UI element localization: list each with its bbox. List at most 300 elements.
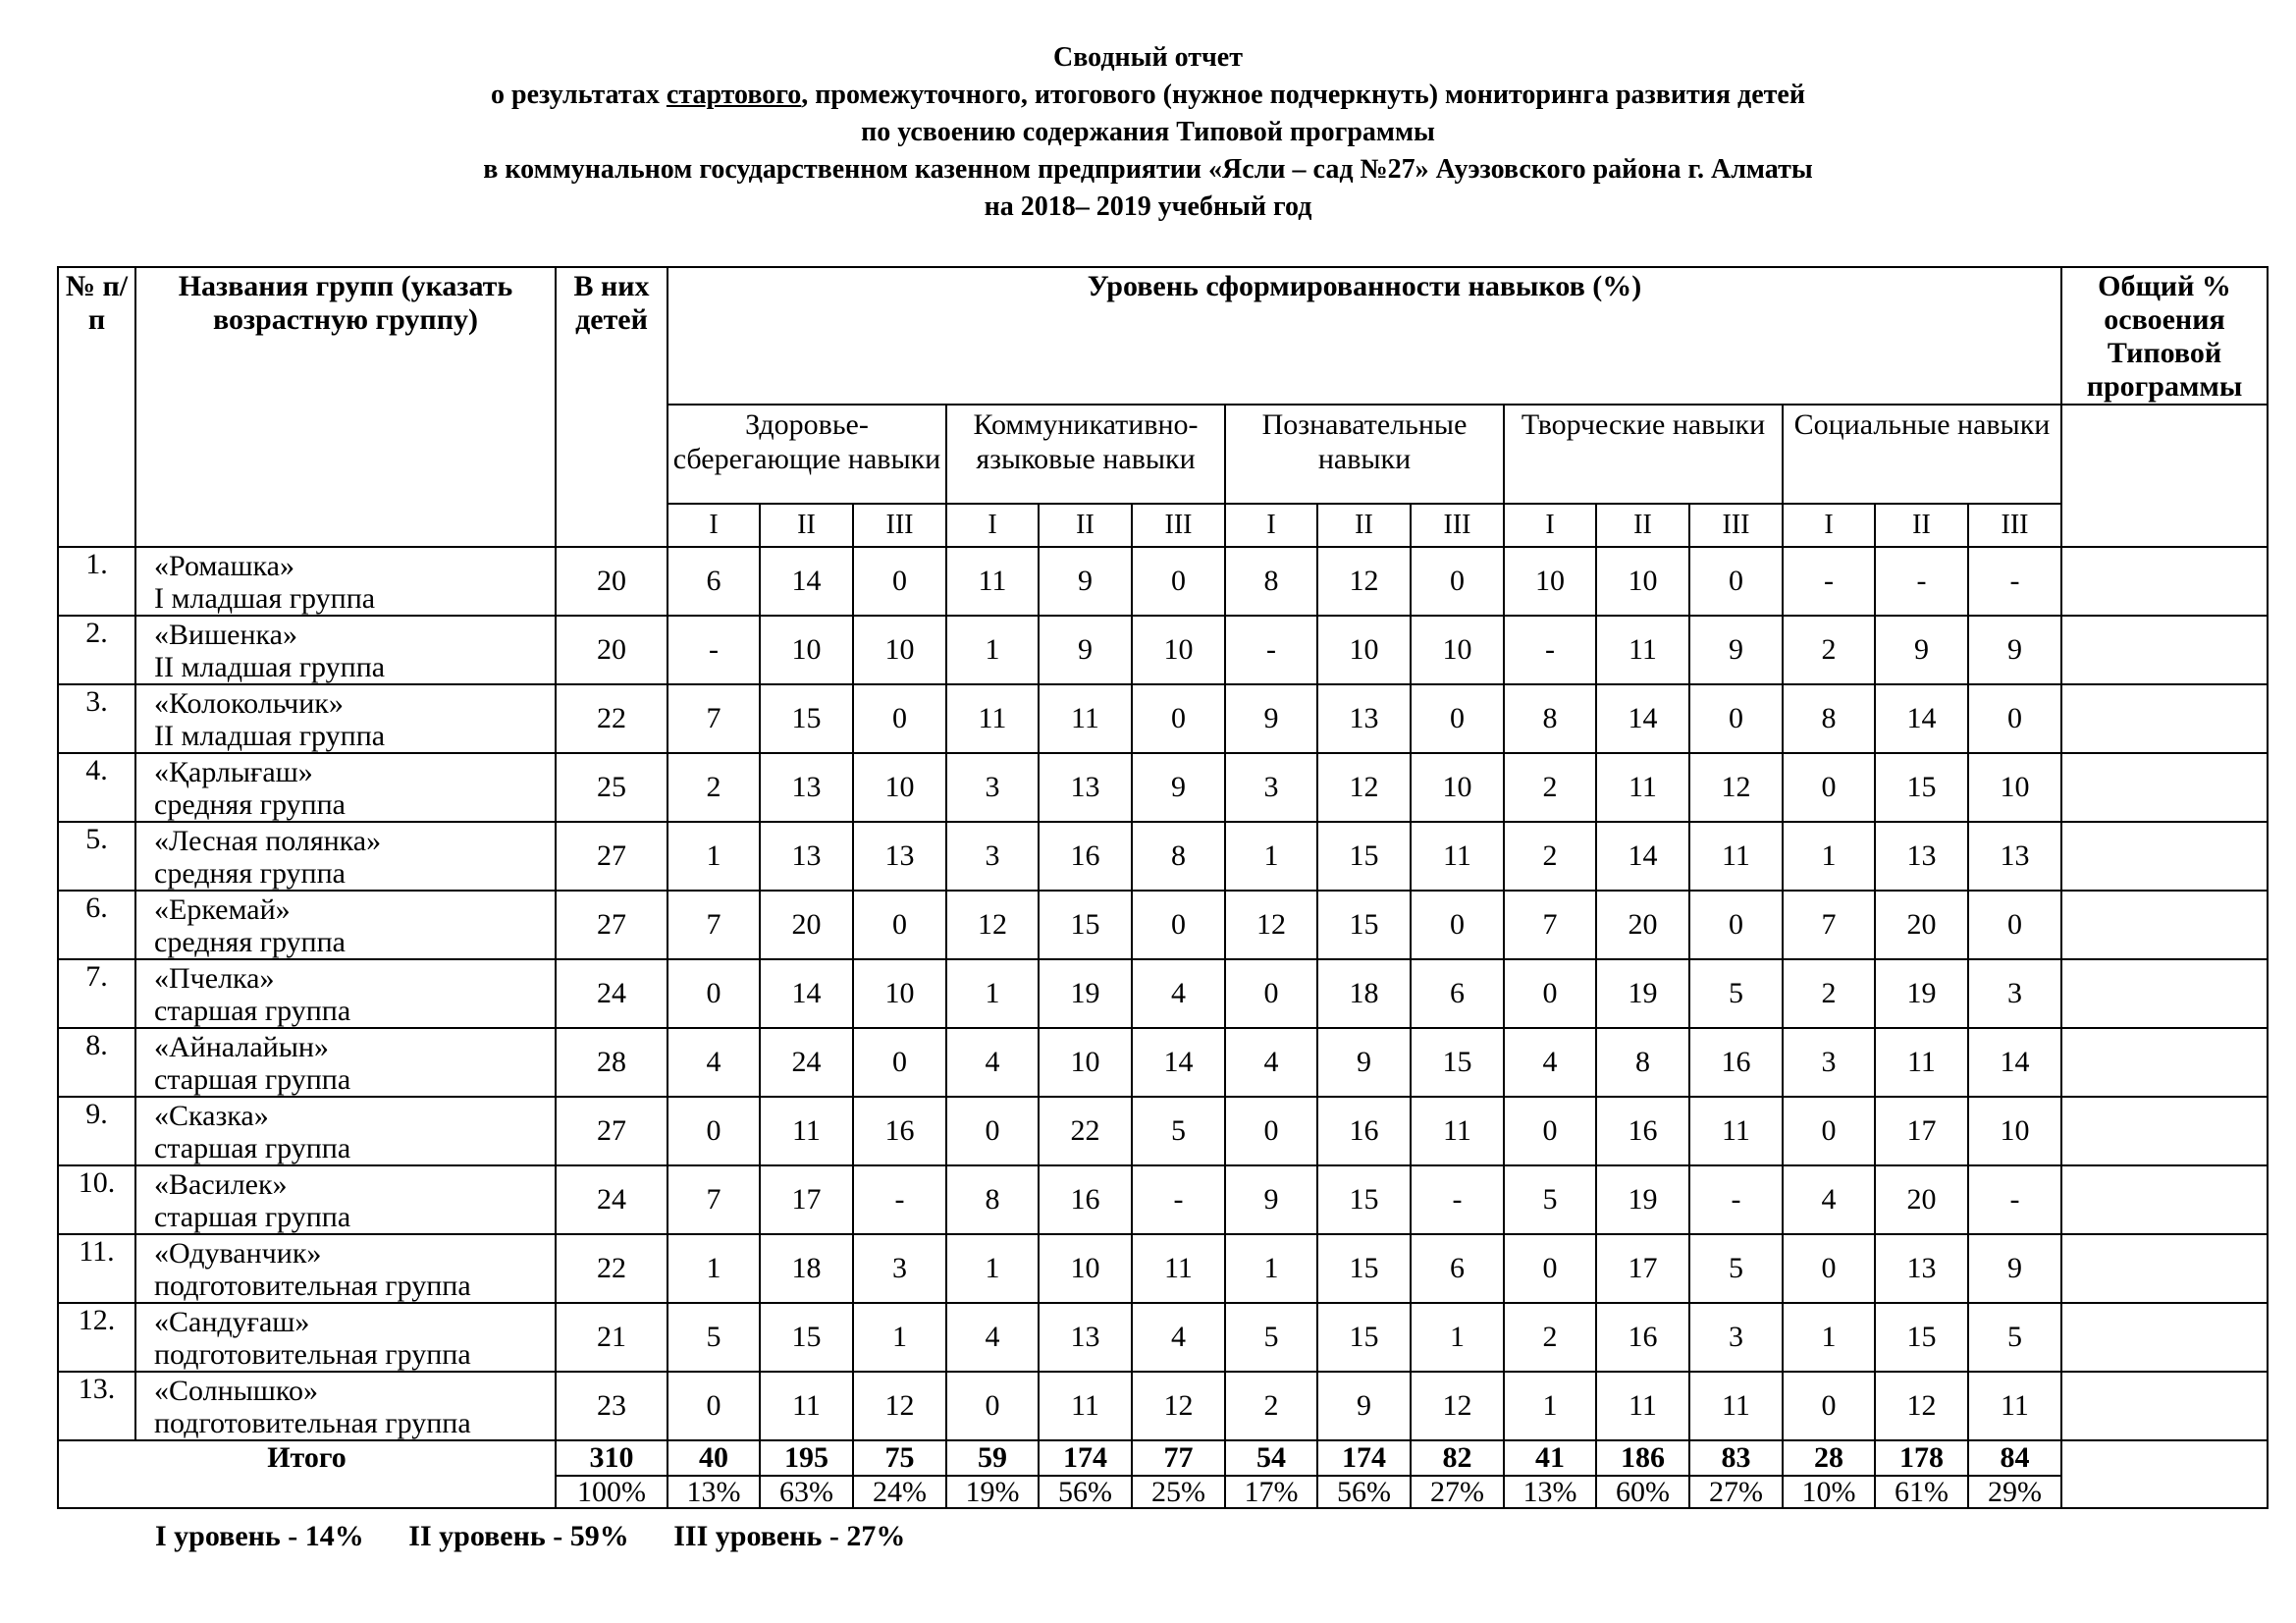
- skill-value: 7: [1504, 891, 1596, 959]
- skill-value: 15: [1317, 1234, 1411, 1303]
- skill-value: 10: [1317, 616, 1411, 684]
- skill-value: 12: [946, 891, 1039, 959]
- skill-value: 4: [1783, 1165, 1875, 1234]
- skill-value: -: [1968, 1165, 2061, 1234]
- skill-value: 0: [1132, 891, 1225, 959]
- skill-value: 11: [1039, 684, 1132, 753]
- level-header: II: [760, 504, 853, 547]
- row-number: 5.: [58, 822, 135, 891]
- group-name: «Колокольчик»: [154, 687, 344, 720]
- total-percent-blank: [2061, 1440, 2268, 1508]
- age-group: средняя группа: [154, 926, 346, 958]
- total-value: 174: [1039, 1440, 1132, 1476]
- skill-value: 0: [1411, 891, 1504, 959]
- skill-value: 0: [1411, 547, 1504, 616]
- skill-value: 11: [946, 684, 1039, 753]
- skill-value: -: [1504, 616, 1596, 684]
- skill-value: 11: [946, 547, 1039, 616]
- table-row: [58, 684, 2268, 753]
- total-percent: 56%: [1039, 1476, 1132, 1508]
- skill-value: 0: [667, 1372, 760, 1440]
- table-row: [58, 1028, 2268, 1097]
- skill-value: 1: [946, 1234, 1039, 1303]
- total-value: 174: [1317, 1440, 1411, 1476]
- underlined-word: стартового: [666, 80, 802, 110]
- skill-value: 15: [760, 684, 853, 753]
- total-value: 195: [760, 1440, 853, 1476]
- skill-value: 1: [946, 616, 1039, 684]
- skill-value: 0: [1504, 1234, 1596, 1303]
- skill-value: 1: [1411, 1303, 1504, 1372]
- skill-value: 1: [853, 1303, 946, 1372]
- skill-value: 10: [1504, 547, 1596, 616]
- table-row: [58, 1097, 2268, 1165]
- skill-value: 4: [1132, 1303, 1225, 1372]
- skill-value: 4: [667, 1028, 760, 1097]
- children-count: 21: [556, 1303, 667, 1372]
- group-name: «Василек»: [154, 1168, 288, 1201]
- row-number: 6.: [58, 891, 135, 959]
- skill-value: 18: [1317, 959, 1411, 1028]
- total-percent: 56%: [1317, 1476, 1411, 1508]
- group-name: «Вишенка»: [154, 619, 297, 651]
- children-count: 27: [556, 1097, 667, 1165]
- skill-value: 8: [1596, 1028, 1689, 1097]
- skill-value: 20: [1596, 891, 1689, 959]
- skill-value: -: [667, 616, 760, 684]
- skill-value: 11: [1968, 1372, 2061, 1440]
- age-group: средняя группа: [154, 857, 346, 890]
- report-title: Сводный отчет: [1053, 42, 1243, 73]
- skill-value: 10: [853, 753, 946, 822]
- group-name: «Сказка»: [154, 1100, 269, 1132]
- total-percent: 61%: [1875, 1476, 1968, 1508]
- level-header: III: [1689, 504, 1783, 547]
- skill-value: 13: [1875, 1234, 1968, 1303]
- total-percent-cell: [2061, 1165, 2268, 1234]
- total-percent-cell: [2061, 822, 2268, 891]
- skill-value: 11: [1689, 1372, 1783, 1440]
- area-social: Социальные навыки: [1783, 405, 2061, 504]
- group-name: «Қарлығаш»: [154, 756, 313, 788]
- group-name-cell: [135, 1028, 556, 1097]
- row-number: 13.: [58, 1372, 135, 1440]
- skill-value: 5: [1689, 1234, 1783, 1303]
- skill-value: 16: [1039, 1165, 1132, 1234]
- group-name-cell: [135, 822, 556, 891]
- skill-value: 11: [1875, 1028, 1968, 1097]
- total-percent-cell: [2061, 1097, 2268, 1165]
- skill-value: 15: [1875, 1303, 1968, 1372]
- skill-value: 11: [1132, 1234, 1225, 1303]
- skill-value: -: [1875, 547, 1968, 616]
- level-header: III: [1411, 504, 1504, 547]
- skill-value: 15: [1317, 822, 1411, 891]
- children-count: 24: [556, 959, 667, 1028]
- group-name-cell: [135, 547, 556, 616]
- total-percent-cell: [2061, 547, 2268, 616]
- skill-value: 13: [760, 822, 853, 891]
- skill-value: 0: [946, 1097, 1039, 1165]
- skill-value: 16: [853, 1097, 946, 1165]
- row-number: 8.: [58, 1028, 135, 1097]
- skill-value: 1: [1783, 1303, 1875, 1372]
- skill-value: 5: [1132, 1097, 1225, 1165]
- total-value: 54: [1225, 1440, 1317, 1476]
- total-percent: 19%: [946, 1476, 1039, 1508]
- totals-row: [58, 1440, 2268, 1476]
- header-num: № п/п: [58, 267, 135, 547]
- summary-level-3: III уровень - 27%: [673, 1520, 906, 1552]
- skill-value: 10: [1039, 1028, 1132, 1097]
- skill-value: 0: [1968, 891, 2061, 959]
- skill-value: 2: [1504, 822, 1596, 891]
- skill-value: 13: [1317, 684, 1411, 753]
- skill-value: 8: [1132, 822, 1225, 891]
- report-subtitle-line-3: по усвоению содержания Типовой программы: [861, 117, 1435, 147]
- header-children: В них детей: [556, 267, 667, 547]
- skill-value: 3: [1783, 1028, 1875, 1097]
- skill-value: 9: [1225, 684, 1317, 753]
- skill-value: 0: [1132, 547, 1225, 616]
- skill-value: 6: [1411, 959, 1504, 1028]
- children-count: 24: [556, 1165, 667, 1234]
- skill-value: 3: [946, 822, 1039, 891]
- skill-value: 3: [853, 1234, 946, 1303]
- children-count: 22: [556, 1234, 667, 1303]
- skill-value: 0: [853, 891, 946, 959]
- skill-value: 13: [1875, 822, 1968, 891]
- area-health: Здоровье-сберегающие навыки: [667, 405, 946, 504]
- total-value: 82: [1411, 1440, 1504, 1476]
- group-name-cell: [135, 891, 556, 959]
- age-group: подготовительная группа: [154, 1407, 471, 1439]
- skill-value: 9: [1689, 616, 1783, 684]
- skill-value: 5: [1689, 959, 1783, 1028]
- table-row: [58, 1303, 2268, 1372]
- skill-value: -: [1225, 616, 1317, 684]
- skill-value: 15: [1039, 891, 1132, 959]
- skill-value: 3: [1968, 959, 2061, 1028]
- total-value: 83: [1689, 1440, 1783, 1476]
- skill-value: 8: [1783, 684, 1875, 753]
- skill-value: 0: [667, 959, 760, 1028]
- skill-value: 17: [1596, 1234, 1689, 1303]
- group-name-cell: [135, 1372, 556, 1440]
- skill-value: 9: [1132, 753, 1225, 822]
- total-percent-empty: [2061, 405, 2268, 547]
- skill-value: 10: [1968, 1097, 2061, 1165]
- row-number: 1.: [58, 547, 135, 616]
- age-group: старшая группа: [154, 1201, 351, 1233]
- level-header: II: [1317, 504, 1411, 547]
- skill-value: 10: [1596, 547, 1689, 616]
- skill-value: 10: [1411, 616, 1504, 684]
- row-number: 2.: [58, 616, 135, 684]
- age-group: старшая группа: [154, 1063, 351, 1096]
- group-name: «Сандуғаш»: [154, 1306, 310, 1338]
- level-header: II: [1596, 504, 1689, 547]
- area-creative: Творческие навыки: [1504, 405, 1783, 504]
- skill-value: -: [1689, 1165, 1783, 1234]
- report-year: на 2018– 2019 учебный год: [984, 191, 1312, 222]
- report-subtitle-line-4: в коммунальном государственном казенном предприятии «Ясли – сад №27» Ауэзовского района г. Алматы: [483, 154, 1813, 185]
- skill-value: 11: [1596, 753, 1689, 822]
- header-skill-level: Уровень сформированности навыков (%): [667, 267, 2061, 405]
- skill-value: 9: [1317, 1372, 1411, 1440]
- total-percent-cell: [2061, 1234, 2268, 1303]
- group-name-cell: [135, 959, 556, 1028]
- summary-level-2: II уровень - 59%: [408, 1520, 629, 1552]
- skill-value: 4: [1225, 1028, 1317, 1097]
- skill-value: 9: [1039, 547, 1132, 616]
- total-children-percent: 100%: [556, 1476, 667, 1508]
- level-header: I: [1225, 504, 1317, 547]
- age-group: подготовительная группа: [154, 1270, 471, 1302]
- group-name-cell: [135, 684, 556, 753]
- skill-value: 24: [760, 1028, 853, 1097]
- total-value: 28: [1783, 1440, 1875, 1476]
- skill-value: 7: [1783, 891, 1875, 959]
- group-name-cell: [135, 1165, 556, 1234]
- skill-value: 6: [1411, 1234, 1504, 1303]
- skill-value: 16: [1596, 1303, 1689, 1372]
- skill-value: 13: [853, 822, 946, 891]
- skill-value: 4: [1504, 1028, 1596, 1097]
- skill-value: 11: [1596, 616, 1689, 684]
- skill-value: 5: [1504, 1165, 1596, 1234]
- skill-value: 12: [1225, 891, 1317, 959]
- level-header: III: [853, 504, 946, 547]
- skill-value: 0: [1783, 1097, 1875, 1165]
- skill-value: 15: [760, 1303, 853, 1372]
- row-number: 3.: [58, 684, 135, 753]
- skill-value: -: [1968, 547, 2061, 616]
- skill-value: 0: [853, 1028, 946, 1097]
- skill-value: 0: [1504, 959, 1596, 1028]
- totals-label: Итого: [58, 1440, 556, 1508]
- skill-value: 15: [1317, 1165, 1411, 1234]
- age-group: средняя группа: [154, 788, 346, 821]
- skill-value: 0: [1689, 891, 1783, 959]
- skill-value: 0: [1504, 1097, 1596, 1165]
- area-communication: Коммуникативно-языковые навыки: [946, 405, 1225, 504]
- skill-value: 10: [1039, 1234, 1132, 1303]
- table-row: [58, 822, 2268, 891]
- skill-value: 2: [1783, 616, 1875, 684]
- skill-value: 1: [667, 1234, 760, 1303]
- group-name-cell: [135, 1097, 556, 1165]
- total-percent-cell: [2061, 753, 2268, 822]
- skill-value: 0: [1411, 684, 1504, 753]
- total-percent: 29%: [1968, 1476, 2061, 1508]
- skill-value: 13: [1039, 753, 1132, 822]
- skill-value: 0: [1783, 753, 1875, 822]
- skill-value: 11: [1411, 822, 1504, 891]
- skill-value: 9: [1225, 1165, 1317, 1234]
- skill-value: 4: [946, 1303, 1039, 1372]
- row-number: 9.: [58, 1097, 135, 1165]
- skill-value: 15: [1317, 1303, 1411, 1372]
- skill-value: 16: [1317, 1097, 1411, 1165]
- total-percent-cell: [2061, 891, 2268, 959]
- skill-value: 9: [1039, 616, 1132, 684]
- skill-value: 11: [1689, 822, 1783, 891]
- skill-value: 0: [1132, 684, 1225, 753]
- row-number: 4.: [58, 753, 135, 822]
- skill-value: 6: [667, 547, 760, 616]
- total-percent-cell: [2061, 1372, 2268, 1440]
- skill-value: 0: [1689, 547, 1783, 616]
- skill-value: 19: [1039, 959, 1132, 1028]
- skill-value: 0: [1225, 1097, 1317, 1165]
- children-count: 27: [556, 822, 667, 891]
- total-percent: 27%: [1689, 1476, 1783, 1508]
- row-number: 12.: [58, 1303, 135, 1372]
- level-header: III: [1968, 504, 2061, 547]
- skill-value: 2: [1504, 753, 1596, 822]
- group-name: «Айналайын»: [154, 1031, 329, 1063]
- group-name: «Одуванчик»: [154, 1237, 322, 1270]
- total-percent: 24%: [853, 1476, 946, 1508]
- skill-value: 14: [1132, 1028, 1225, 1097]
- skill-value: 1: [1504, 1372, 1596, 1440]
- total-percent: 13%: [1504, 1476, 1596, 1508]
- row-number: 11.: [58, 1234, 135, 1303]
- skill-value: -: [1132, 1165, 1225, 1234]
- total-percent: 27%: [1411, 1476, 1504, 1508]
- level-header: I: [1504, 504, 1596, 547]
- skill-value: 15: [1411, 1028, 1504, 1097]
- skill-value: 19: [1875, 959, 1968, 1028]
- age-group: старшая группа: [154, 995, 351, 1027]
- skill-value: 19: [1596, 959, 1689, 1028]
- skill-value: 14: [1596, 822, 1689, 891]
- skill-value: 0: [1968, 684, 2061, 753]
- table-row: [58, 1234, 2268, 1303]
- skill-value: 14: [760, 959, 853, 1028]
- table-row: [58, 547, 2268, 616]
- skill-value: 1: [946, 959, 1039, 1028]
- area-cognitive: Познавательные навыки: [1225, 405, 1504, 504]
- skill-value: 20: [1875, 891, 1968, 959]
- table-row: [58, 891, 2268, 959]
- skill-value: 7: [667, 684, 760, 753]
- skill-value: 17: [1875, 1097, 1968, 1165]
- skill-value: 13: [1039, 1303, 1132, 1372]
- group-name: «Солнышко»: [154, 1375, 318, 1407]
- total-percent: 60%: [1596, 1476, 1689, 1508]
- skill-value: 12: [1132, 1372, 1225, 1440]
- skill-value: 1: [1783, 822, 1875, 891]
- skill-value: 14: [1968, 1028, 2061, 1097]
- group-name: «Пчелка»: [154, 962, 275, 995]
- skill-value: 11: [1689, 1097, 1783, 1165]
- total-percent-cell: [2061, 959, 2268, 1028]
- skill-value: 12: [1875, 1372, 1968, 1440]
- level-header: I: [1783, 504, 1875, 547]
- skill-value: 5: [667, 1303, 760, 1372]
- skill-value: 2: [1783, 959, 1875, 1028]
- skill-value: 10: [1132, 616, 1225, 684]
- skill-value: 14: [760, 547, 853, 616]
- skill-value: -: [853, 1165, 946, 1234]
- level-header: I: [667, 504, 760, 547]
- skill-value: 0: [1689, 684, 1783, 753]
- total-children: 310: [556, 1440, 667, 1476]
- level-header: III: [1132, 504, 1225, 547]
- skill-value: 9: [1968, 1234, 2061, 1303]
- skill-value: 16: [1039, 822, 1132, 891]
- table-row: [58, 753, 2268, 822]
- skill-value: 3: [1689, 1303, 1783, 1372]
- skill-value: 3: [946, 753, 1039, 822]
- skill-value: 12: [1689, 753, 1783, 822]
- skill-value: 10: [853, 616, 946, 684]
- skill-value: 1: [667, 822, 760, 891]
- skill-value: 22: [1039, 1097, 1132, 1165]
- group-name: «Еркемай»: [154, 893, 291, 926]
- skill-value: 9: [1968, 616, 2061, 684]
- skill-value: 9: [1317, 1028, 1411, 1097]
- skill-value: 10: [853, 959, 946, 1028]
- skill-value: 19: [1596, 1165, 1689, 1234]
- level-summary: [155, 1520, 942, 1553]
- table-row: [58, 616, 2268, 684]
- total-percent: 25%: [1132, 1476, 1225, 1508]
- children-count: 22: [556, 684, 667, 753]
- skill-value: 14: [1875, 684, 1968, 753]
- age-group: подготовительная группа: [154, 1338, 471, 1371]
- skill-value: 4: [1132, 959, 1225, 1028]
- skill-value: 0: [853, 547, 946, 616]
- skill-value: 20: [1875, 1165, 1968, 1234]
- skill-value: 16: [1689, 1028, 1783, 1097]
- skill-value: 11: [760, 1097, 853, 1165]
- row-number: 7.: [58, 959, 135, 1028]
- skill-value: 10: [760, 616, 853, 684]
- skill-value: 7: [667, 891, 760, 959]
- total-percent-cell: [2061, 1303, 2268, 1372]
- total-percent-cell: [2061, 1028, 2268, 1097]
- skill-value: 4: [946, 1028, 1039, 1097]
- children-count: 25: [556, 753, 667, 822]
- age-group: I младшая группа: [154, 582, 376, 615]
- skill-value: 0: [1783, 1234, 1875, 1303]
- age-group: старшая группа: [154, 1132, 351, 1164]
- skill-value: 12: [853, 1372, 946, 1440]
- skill-value: 11: [1039, 1372, 1132, 1440]
- total-value: 186: [1596, 1440, 1689, 1476]
- skill-value: 0: [667, 1097, 760, 1165]
- group-name-cell: [135, 753, 556, 822]
- skill-value: 5: [1968, 1303, 2061, 1372]
- skill-value: 14: [1596, 684, 1689, 753]
- skill-value: 0: [1783, 1372, 1875, 1440]
- skill-value: 20: [760, 891, 853, 959]
- skill-value: 3: [1225, 753, 1317, 822]
- skill-value: 12: [1317, 547, 1411, 616]
- children-count: 23: [556, 1372, 667, 1440]
- header-total-percent: Общий % освоения Типовой программы: [2061, 267, 2268, 405]
- skill-value: 9: [1875, 616, 1968, 684]
- skill-value: 13: [1968, 822, 2061, 891]
- monitoring-table: [57, 266, 2269, 1509]
- total-value: 178: [1875, 1440, 1968, 1476]
- total-percent: 63%: [760, 1476, 853, 1508]
- total-value: 77: [1132, 1440, 1225, 1476]
- children-count: 20: [556, 616, 667, 684]
